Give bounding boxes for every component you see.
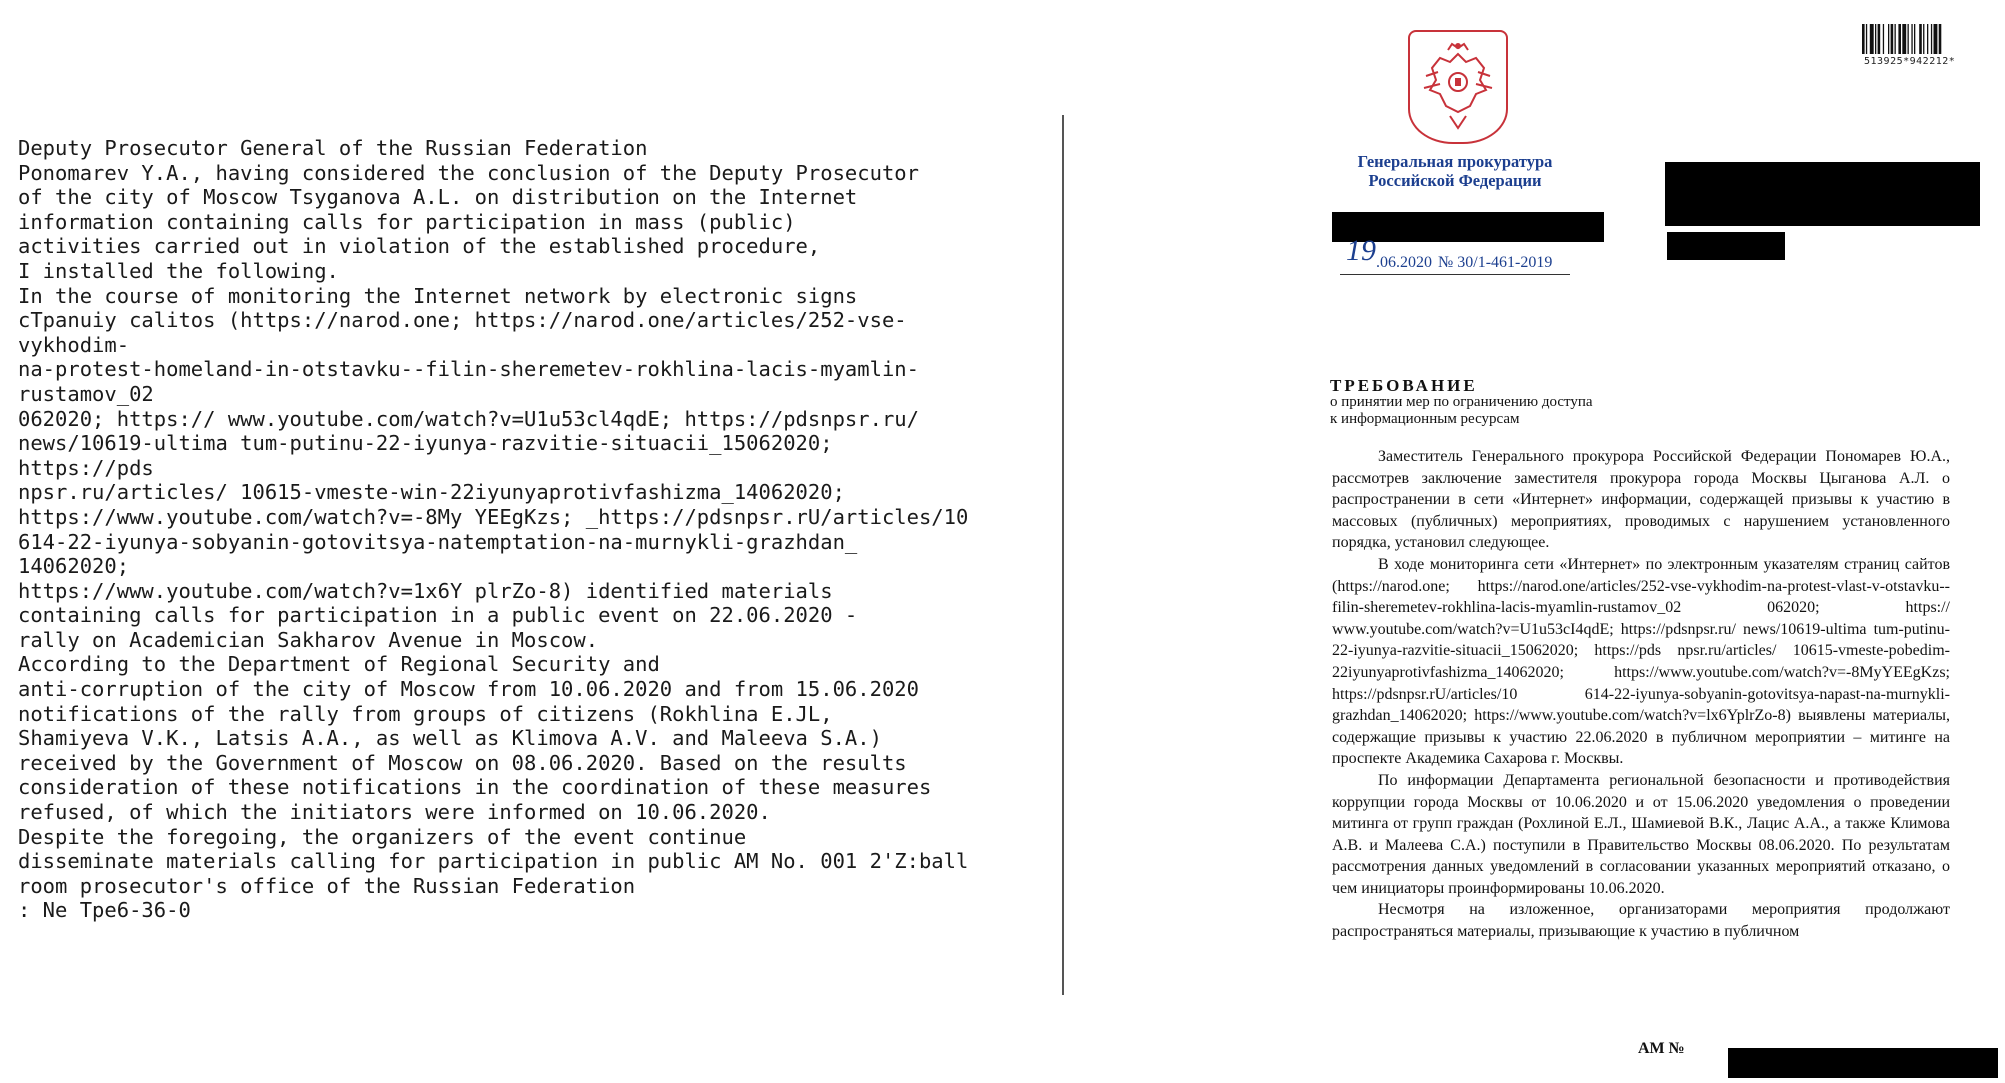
translation-line: news/10619-ultima tum-putinu-22-iyunya-razvitie-situacii_15062020; xyxy=(18,431,833,456)
barcode-bar xyxy=(1875,24,1876,54)
translation-paragraph-2 xyxy=(18,284,1058,825)
translation-line: Ponomarev Y.A., having considered the conclusion of the Deputy Prosecutor xyxy=(18,160,919,185)
translation-line: : Ne Tpe6-36-0 xyxy=(18,898,191,923)
translation-line: I installed the following. xyxy=(18,258,339,283)
barcode-bar xyxy=(1931,24,1932,54)
document-title: ТРЕБОВАНИЕ xyxy=(1330,376,1478,395)
date-day-handwritten: 19 xyxy=(1346,234,1376,267)
translation-line: information containing calls for participation in mass (public) xyxy=(18,209,796,234)
document-date-line xyxy=(1340,234,1570,275)
panel-divider xyxy=(1062,115,1064,995)
document-number: № 30/1-461-2019 xyxy=(1438,254,1553,271)
translation-line: 062020; https:// www.youtube.com/watch?v=U1u53cl4qdE; https://pdsnpsr.ru/ xyxy=(18,406,919,431)
org-line-1: Генеральная прокуратура xyxy=(1357,152,1553,171)
translation-line: https://www.youtube.com/watch?v=1x6Y plrZo-8) identified materials xyxy=(18,578,833,603)
redaction-footer xyxy=(1728,1048,1998,1078)
org-line-2: Российской Федерации xyxy=(1368,171,1542,190)
translation-line: In the course of monitoring the Internet network by electronic signs xyxy=(18,283,858,308)
translation-line: According to the Department of Regional Security and xyxy=(18,652,660,677)
barcode-bar xyxy=(1895,24,1896,54)
redaction-recipient-2 xyxy=(1667,232,1785,260)
barcode-bar xyxy=(1939,24,1942,54)
translation-line: 614-22-iyunya-sobyanin-gotovitsya-natemptation-na-murnykli-grazhdan_ xyxy=(18,529,858,554)
translation-line: https://pds xyxy=(18,455,154,480)
original-paragraph: Несмотря на изложенное, организаторами мероприятия продолжают распространяться материалы, призывающие к участию в публичном xyxy=(1332,901,1950,941)
document-subtitle xyxy=(1330,394,1593,428)
barcode-bar xyxy=(1902,24,1906,54)
translation-line: consideration of these notifications in the coordination of these measures xyxy=(18,775,932,800)
barcode-bar xyxy=(1927,24,1928,54)
translation-line: room prosecutor's office of the Russian Federation xyxy=(18,873,636,898)
barcode-bar xyxy=(1878,24,1881,54)
barcode-bar xyxy=(1870,24,1874,54)
russian-coat-of-arms-emblem xyxy=(1408,30,1508,144)
redaction-recipient xyxy=(1665,162,1980,226)
original-paragraph: Заместитель Генерального прокурора Российской Федерации Пономарев Ю.А., рассмотрев заключение заместителя прокурора города Москвы Цыганова А.Л. о распространении в сети «Интернет» информации, содержащей призывы к участию в массовых (публичных) мероприятиях, проводимых с нарушением установленного порядка, установил следующее. xyxy=(1332,448,1950,552)
translation-panel xyxy=(18,136,1058,923)
barcode-bar xyxy=(1919,24,1922,54)
translation-line: rustamov_02 xyxy=(18,381,154,406)
barcode-bar xyxy=(1908,24,1909,54)
translation-line: Shamiyeva V.K., Latsis A.A., as well as Klimova A.V. and Maleeva S.A.) xyxy=(18,726,882,751)
translation-line: received by the Government of Moscow on 08.06.2020. Based on the results xyxy=(18,750,907,775)
translation-line: Deputy Prosecutor General of the Russian Federation xyxy=(18,136,648,160)
original-paragraph: В ходе мониторинга сети «Интернет» по электронным указателям страниц сайтов (https://narod.one; https://narod.one/articles/252-vse-vykhodim-na-protest-vlast-v-otstavku--filin-sheremetev-rokhlina-lacis-myamlin-rustamov_02 062020; https:// www.youtube.com/watch?v=U1u53cI4qdE; https://pdsnpsr.ru/ news/10619-ultima tum-putinu-22-iyunya-razvitie-situacii_15062020; https://pds npsr.ru/articles/ 10615-vmeste-pobedim-22iyunyaprotivfashizma_14062020; https://www.youtube.com/watch?v=-8MyYEEgKzs; https://pdsnpsr.rU/articles/10 614-22-iyunya-sobyanin-gotovitsya-napast-na-murnykli-grazhdan_14062020; https://www.youtube.com/watch?v=lx6YplrZo-8) выявлены материалы, содержащие призывы к участию 22.06.2020 в публичном мероприятии – митинге на проспекте Академика Сахарова г. Москвы. xyxy=(1332,555,1950,768)
translation-line: npsr.ru/articles/ 10615-vmeste-win-22iyunyaprotivfashizma_14062020; xyxy=(18,480,845,505)
original-document-body xyxy=(1332,446,1950,943)
translation-line: сТрanuiy calitos (https://narod.one; https://narod.one/articles/252-vse- xyxy=(18,308,907,333)
organization-name xyxy=(1330,152,1580,190)
footer-am-label: АМ № xyxy=(1638,1040,1685,1057)
translation-line: na-protest-homeland-in-otstavku--filin-sheremetev-rokhlina-lacis-myamlin- xyxy=(18,357,919,382)
subtitle-line-1: о принятии мер по ограничению доступа xyxy=(1330,394,1593,410)
barcode-bar xyxy=(1888,24,1889,54)
barcode-bar xyxy=(1866,24,1867,54)
translation-line: disseminate materials calling for participation in public AM No. 001 2'Z:ball xyxy=(18,849,969,874)
barcode-number: 513925*942212* xyxy=(1864,56,1956,67)
date-month-year: .06.2020 xyxy=(1376,254,1432,271)
translation-paragraph-3 xyxy=(18,825,1058,923)
barcode-bar xyxy=(1923,24,1924,54)
barcode-bar xyxy=(1862,24,1865,54)
translation-line: activities carried out in violation of the established procedure, xyxy=(18,234,821,259)
translation-line: https://www.youtube.com/watch?v=-8My YEEgKzs; _https://pdsnpsr.rU/articles/10 xyxy=(18,504,969,529)
barcode-bar xyxy=(1914,24,1915,54)
translation-line: anti-corruption of the city of Moscow from 10.06.2020 and from 15.06.2020 xyxy=(18,677,919,702)
barcode-bar xyxy=(1911,24,1912,54)
translation-line: Despite the foregoing, the organizers of the event continue xyxy=(18,824,747,849)
barcode-bar xyxy=(1934,24,1938,54)
translation-line: containing calls for participation in a public event on 22.06.2020 - xyxy=(18,603,858,628)
barcode-bar xyxy=(1883,24,1884,54)
translation-line: rally on Academician Sakharov Avenue in Moscow. xyxy=(18,627,599,652)
subtitle-line-2: к информационным ресурсам xyxy=(1330,411,1520,427)
original-paragraph: По информации Департамента региональной безопасности и противодействия коррупции города Москвы от 10.06.2020 и от 15.06.2020 уведомления о проведении митинга от групп граждан (Рохлиной Е.Л., Шамиевой В.К., Лацис А.А., а также Климова А.В. и Малеева С.А.) поступили в Правительство Москвы 08.06.2020. По результатам рассмотрения данных уведомлений в согласовании указанных мероприятий отказано, о чем инициаторы проинформированы 10.06.2020. xyxy=(1332,771,1950,897)
barcode-bar xyxy=(1891,24,1894,54)
translation-line: of the city of Moscow Tsyganova A.L. on distribution on the Internet xyxy=(18,185,858,210)
translation-line: 14062020; xyxy=(18,554,130,579)
translation-line: notifications of the rally from groups of citizens (Rokhlina E.JL, xyxy=(18,701,833,726)
translation-line: refused, of which the initiators were informed on 10.06.2020. xyxy=(18,800,771,825)
translation-line: vykhodim- xyxy=(18,332,130,357)
translation-paragraph-1 xyxy=(18,136,1058,284)
barcode-bar xyxy=(1898,24,1901,54)
